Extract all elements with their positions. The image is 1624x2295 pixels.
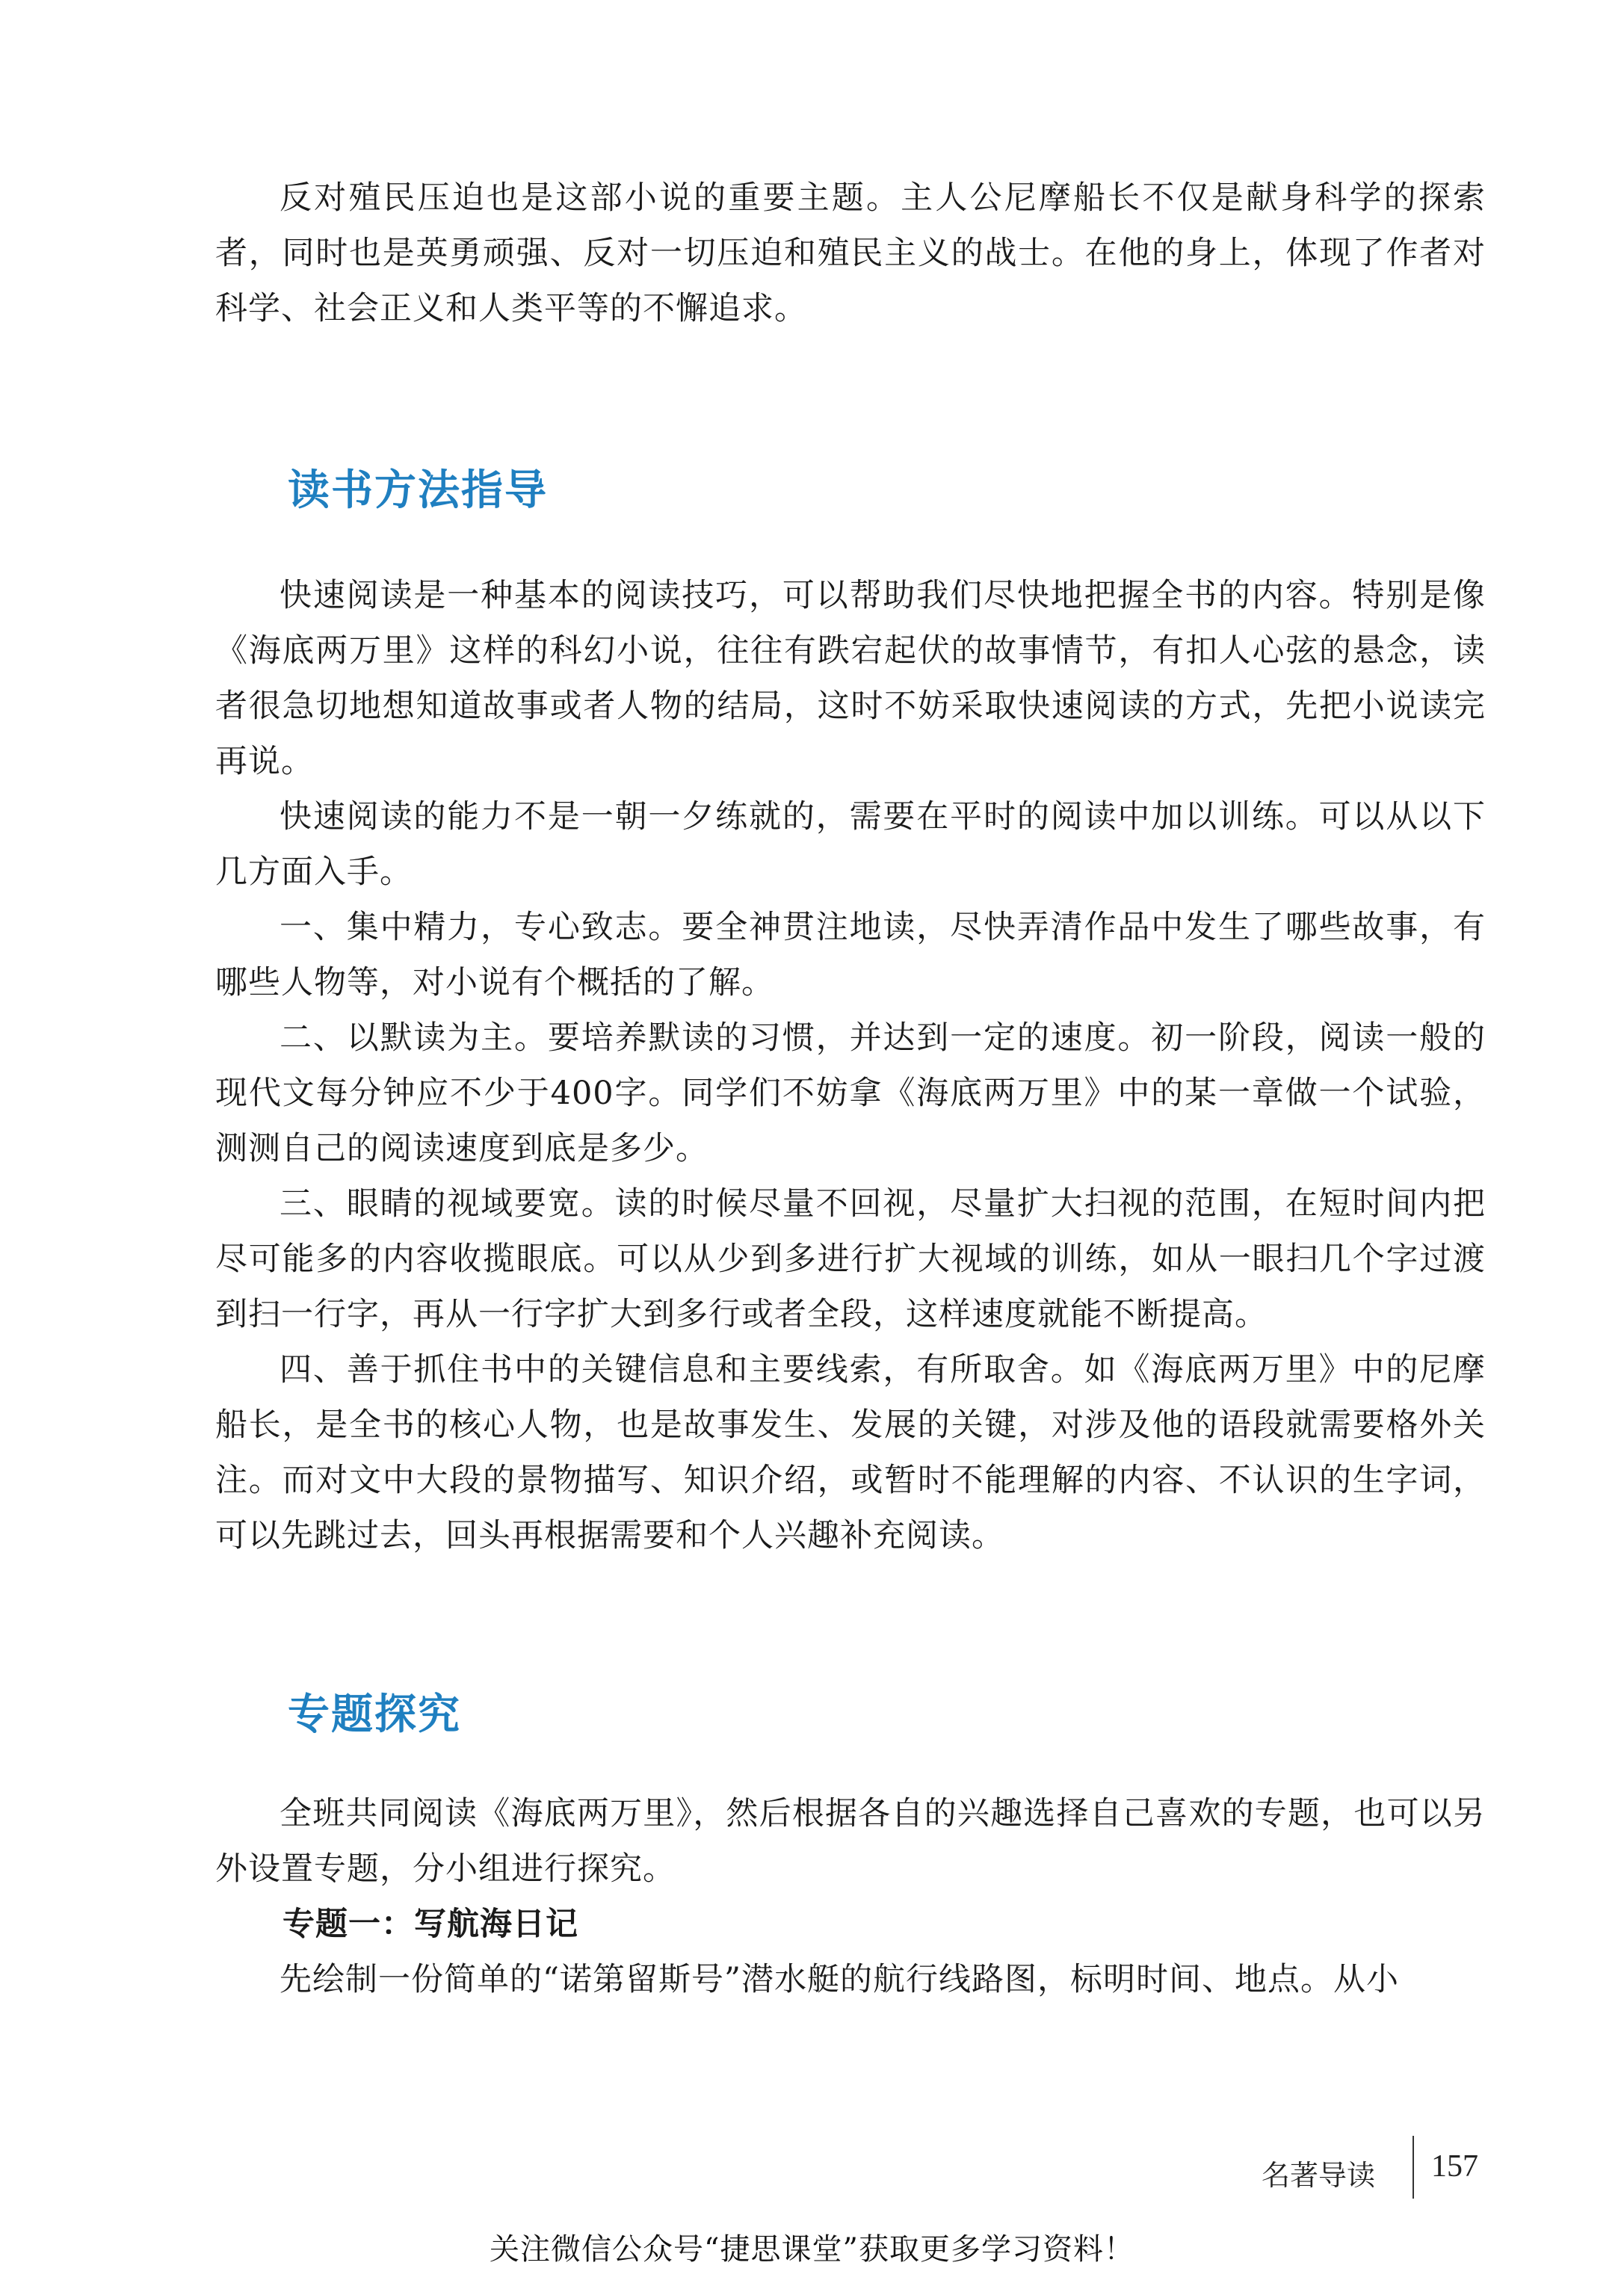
page-number: 157 xyxy=(1431,2149,1478,2184)
section-heading-reading-method: 读书方法指导 xyxy=(288,466,548,515)
topic-one-title: 专题一：写航海日记 xyxy=(282,1906,578,1943)
reading-method-point-2: 二、以默读为主。要培养默读的习惯，并达到一定的速度。初一阶段，阅读一般的现代文每分钟应不少于400字。同学们不妨拿《海底两万里》中的某一章做一个试验，测测自己的阅读速度到底是多少。 xyxy=(215,1019,1486,1167)
topic-one-text: 先绘制一份简单的“诺第留斯号”潜水艇的航行线路图，标明时间、地点。从小 xyxy=(280,1961,1399,1998)
reading-method-point-3: 三、眼睛的视域要宽。读的时候尽量不回视，尽量扩大扫视的范围，在短时间内把尽可能多的内容收揽眼底。可以从少到多进行扩大视域的训练，如从一眼扫几个字过渡到扫一行字，再从一行字扩大到多行或者全段，这样速度就能不断提高。 xyxy=(215,1185,1486,1333)
footer-book-title: 名著导读 xyxy=(1262,2159,1376,2192)
topic-inquiry-paragraph: 全班共同阅读《海底两万里》，然后根据各自的兴趣选择自己喜欢的专题，也可以另外设置专题，分小组进行探究。 xyxy=(215,1795,1486,1888)
reading-method-point-1: 一、集中精力，专心致志。要全神贯注地读，尽快弄清作品中发生了哪些故事，有哪些人物等，对小说有个概括的了解。 xyxy=(215,909,1486,1001)
section-heading-topic-inquiry: 专题探究 xyxy=(288,1690,461,1739)
intro-paragraph: 反对殖民压迫也是这部小说的重要主题。主人公尼摩船长不仅是献身科学的探索者，同时也是英勇顽强、反对一切压迫和殖民主义的战士。在他的身上，体现了作者对科学、社会正义和人类平等的不懈追求。 xyxy=(215,179,1486,327)
reading-method-paragraph-2: 快速阅读的能力不是一朝一夕练就的，需要在平时的阅读中加以训练。可以从以下几方面入手。 xyxy=(215,798,1486,891)
footer-notice: 关注微信公众号“捷思课堂”获取更多学习资料！ xyxy=(490,2232,1134,2267)
reading-method-paragraph-1: 快速阅读是一种基本的阅读技巧，可以帮助我们尽快地把握全书的内容。特别是像《海底两万里》这样的科幻小说，往往有跌宕起伏的故事情节，有扣人心弦的悬念，读者很急切地想知道故事或者人物的结局，这时不妨采取快速阅读的方式，先把小说读完再说。 xyxy=(215,577,1486,780)
footer-divider xyxy=(1412,2136,1414,2199)
reading-method-point-4: 四、善于抓住书中的关键信息和主要线索，有所取舍。如《海底两万里》中的尼摩船长，是全书的核心人物，也是故事发生、发展的关键，对涉及他的语段就需要格外关注。而对文中大段的景物描写、知识介绍，或暂时不能理解的内容、不认识的生字词，可以先跳过去，回头再根据需要和个人兴趣补充阅读。 xyxy=(215,1351,1486,1554)
